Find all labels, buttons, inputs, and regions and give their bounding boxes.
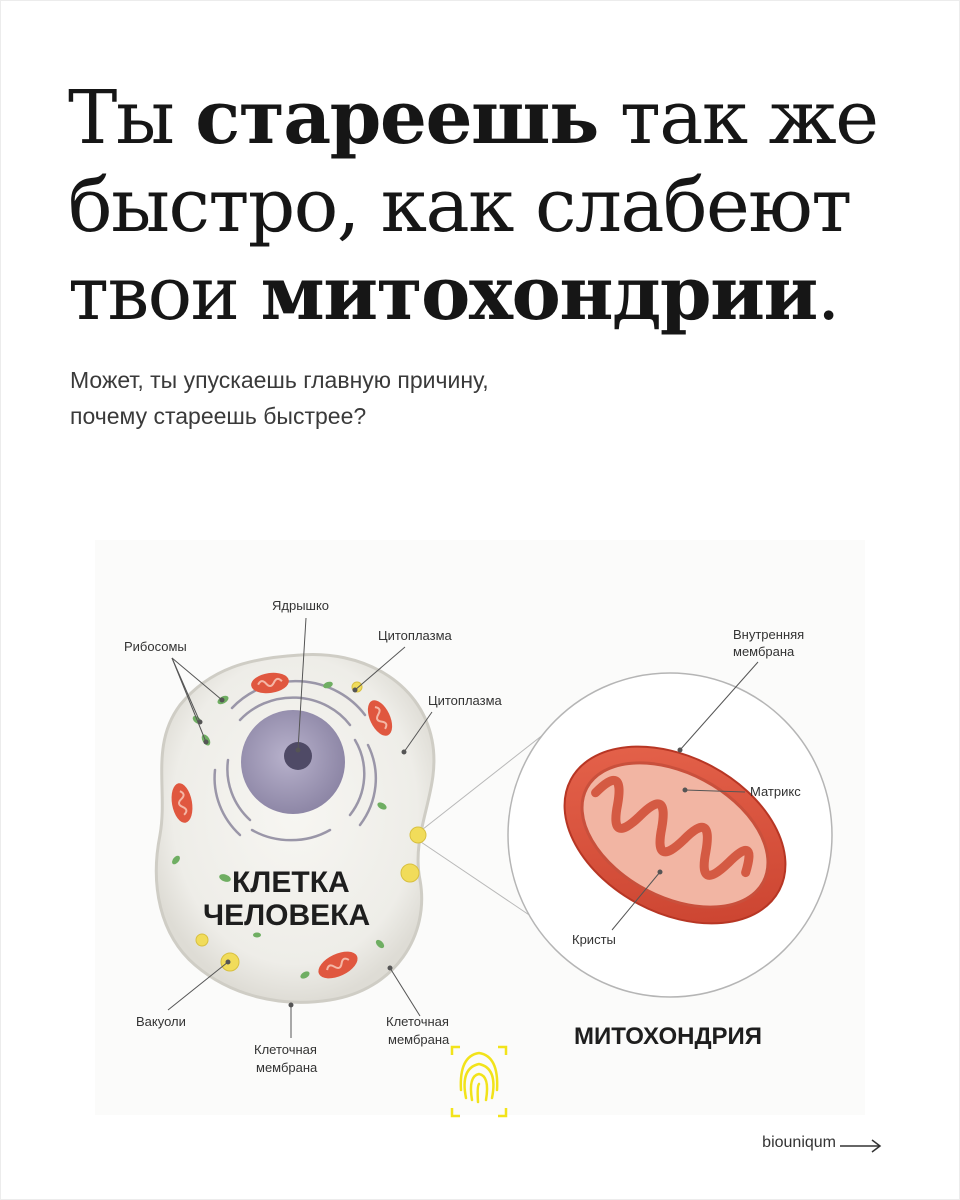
- headline-part-3: .: [816, 251, 839, 337]
- label-vacuoles: Вакуоли: [136, 1014, 186, 1029]
- label-membrane-right-line-1: Клеточная: [386, 1014, 449, 1029]
- label-membrane-bottom-line-1: Клеточная: [254, 1042, 317, 1057]
- arrow-right-icon: [840, 1136, 882, 1156]
- cell-title-line-1: КЛЕТКА: [232, 866, 350, 899]
- label-inner-membrane-line-2: мембрана: [733, 644, 795, 659]
- headline: [68, 74, 898, 338]
- headline-part-1: Ты: [68, 75, 196, 161]
- brand-name: biouniqum: [762, 1134, 836, 1151]
- label-cytoplasm-2: Цитоплазма: [428, 693, 502, 708]
- label-cytoplasm-1: Цитоплазма: [378, 628, 452, 643]
- label-membrane-bottom-line-2: мембрана: [256, 1060, 318, 1075]
- cell-title-line-2: ЧЕЛОВЕКА: [203, 899, 371, 932]
- label-membrane-right-line-2: мембрана: [388, 1032, 450, 1047]
- label-matrix: Матрикс: [750, 784, 801, 799]
- cell-membrane: [156, 654, 434, 1002]
- label-cristae: Кристы: [572, 932, 616, 947]
- cell-diagram: [0, 520, 960, 1140]
- headline-bold-1: стареешь: [195, 75, 598, 161]
- headline-part-2: так же быстро, как слабеют твои: [68, 75, 878, 337]
- human-cell: [156, 654, 434, 1002]
- headline-bold-2: митохондрии: [260, 251, 817, 337]
- label-nucleolus: Ядрышко: [272, 598, 330, 613]
- label-ribosomes: Рибосомы: [124, 639, 187, 654]
- label-inner-membrane-line-1: Внутренняя: [733, 627, 805, 642]
- mitochondrion-title: МИТОХОНДРИЯ: [574, 1023, 763, 1050]
- subtitle: Может, ты упускаешь главную причину, почему стареешь быстрее?: [70, 367, 489, 429]
